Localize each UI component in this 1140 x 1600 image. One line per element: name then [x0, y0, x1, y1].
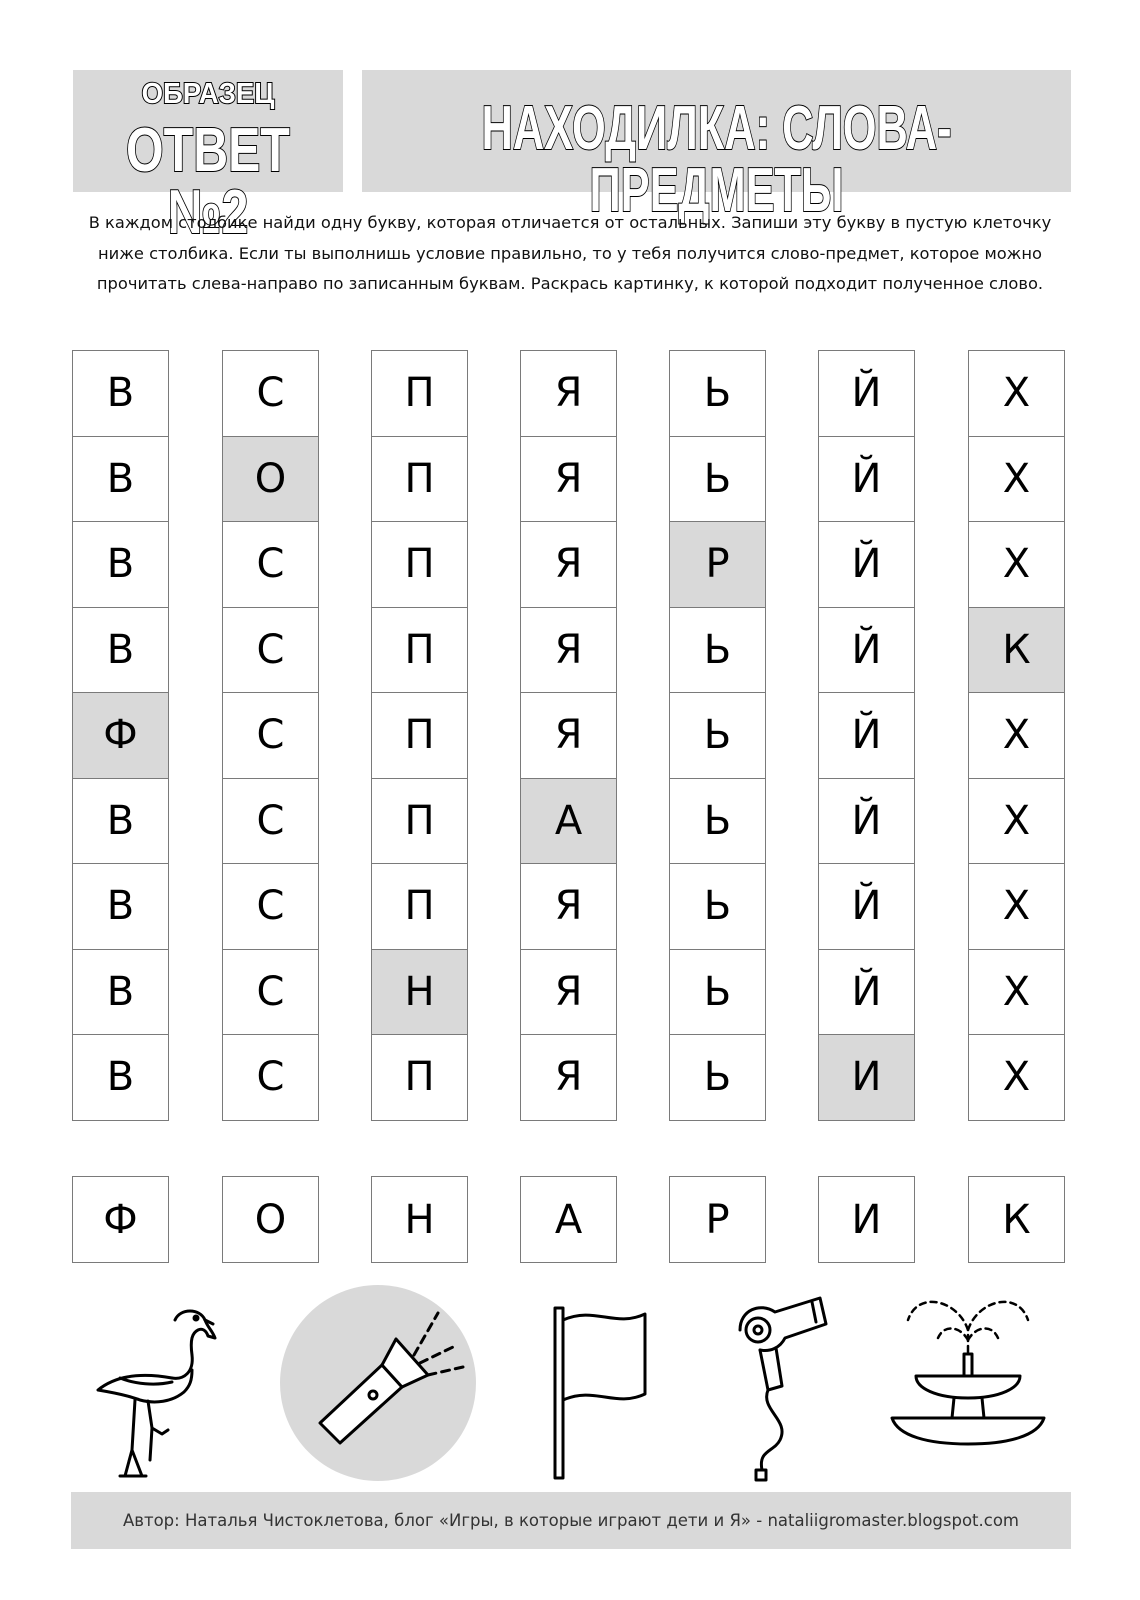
- letter-cell: Х: [968, 778, 1065, 865]
- odd-letter-cell: Н: [371, 949, 468, 1036]
- letter-cell: С: [222, 607, 319, 694]
- answer-cell[interactable]: И: [818, 1176, 915, 1263]
- letter-cell: Ь: [669, 863, 766, 950]
- letter-column: [520, 351, 617, 1121]
- flamingo-icon[interactable]: [80, 1300, 230, 1480]
- odd-letter-cell: А: [520, 778, 617, 865]
- letter-cell: Х: [968, 350, 1065, 437]
- letter-cell: С: [222, 863, 319, 950]
- odd-letter-cell: Р: [669, 521, 766, 608]
- letter-cell: Й: [818, 436, 915, 523]
- letter-cell: Ь: [669, 778, 766, 865]
- letter-cell: Я: [520, 350, 617, 437]
- hair-dryer-icon[interactable]: [730, 1290, 850, 1490]
- letter-cell: В: [72, 607, 169, 694]
- letter-cell: Я: [520, 949, 617, 1036]
- letter-cell: Я: [520, 863, 617, 950]
- letter-cell: В: [72, 778, 169, 865]
- letter-cell: П: [371, 350, 468, 437]
- sample-answer-banner: [73, 70, 343, 247]
- letter-cell: В: [72, 863, 169, 950]
- letter-cell: С: [222, 692, 319, 779]
- letter-cell: Й: [818, 607, 915, 694]
- letter-cell: С: [222, 1034, 319, 1121]
- letter-cell: В: [72, 521, 169, 608]
- letter-cell: Х: [968, 692, 1065, 779]
- letter-cell: Й: [818, 863, 915, 950]
- letter-cell: Й: [818, 949, 915, 1036]
- answer-cell[interactable]: А: [520, 1176, 617, 1263]
- letter-cell: П: [371, 436, 468, 523]
- author-footer: [71, 1492, 1071, 1549]
- flashlight-icon[interactable]: [278, 1283, 478, 1483]
- letter-cell: С: [222, 350, 319, 437]
- letter-cell: П: [371, 1034, 468, 1121]
- letter-column: [669, 351, 766, 1121]
- letter-cell: Я: [520, 692, 617, 779]
- letter-column: [222, 351, 319, 1121]
- letter-cell: Х: [968, 949, 1065, 1036]
- letter-cell: Ь: [669, 949, 766, 1036]
- letter-column: [818, 351, 915, 1121]
- letter-cell: Ь: [669, 436, 766, 523]
- odd-letter-cell: Ф: [72, 692, 169, 779]
- letter-cell: В: [72, 350, 169, 437]
- letter-cell: Ь: [669, 692, 766, 779]
- letter-cell: Й: [818, 778, 915, 865]
- letter-cell: Х: [968, 436, 1065, 523]
- answer-label: ОТВЕТ №2: [126, 116, 290, 247]
- letter-cell: Х: [968, 521, 1065, 608]
- letter-cell: Й: [818, 692, 915, 779]
- odd-letter-cell: О: [222, 436, 319, 523]
- letter-cell: С: [222, 949, 319, 1036]
- odd-letter-cell: И: [818, 1034, 915, 1121]
- answer-cell[interactable]: Ф: [72, 1176, 169, 1263]
- instructions-text: В каждом столбике найди одну букву, которая отличается от остальных. Запиши эту букву в пустую клеточку ниже столбика. Если ты выполнишь условие правильно, то у тебя получится слово-предмет, которое можно прочитать слева-направо по записанным буквам. Раскрась картинку, к которой подходит полученное слово.: [88, 213, 1052, 293]
- letter-cell: Я: [520, 1034, 617, 1121]
- letter-cell: Я: [520, 607, 617, 694]
- answer-cell[interactable]: О: [222, 1176, 319, 1263]
- answer-cell[interactable]: К: [968, 1176, 1065, 1263]
- letter-cell: Х: [968, 863, 1065, 950]
- letter-cell: Й: [818, 521, 915, 608]
- letter-cell: Й: [818, 350, 915, 437]
- letter-cell: П: [371, 863, 468, 950]
- odd-letter-cell: К: [968, 607, 1065, 694]
- letter-cell: В: [72, 949, 169, 1036]
- letter-column: [968, 351, 1065, 1121]
- letter-cell: С: [222, 521, 319, 608]
- letter-cell: В: [72, 436, 169, 523]
- page-title: НАХОДИЛКА: СЛОВА-ПРЕДМЕТЫ: [481, 94, 952, 225]
- letter-cell: П: [371, 778, 468, 865]
- letter-column: [371, 351, 468, 1121]
- letter-column: [72, 351, 169, 1121]
- letter-cell: П: [371, 692, 468, 779]
- letter-cell: С: [222, 778, 319, 865]
- letter-cell: П: [371, 521, 468, 608]
- footer-text: Автор: Наталья Чистоклетова, блог «Игры, в которые играют дети и Я» - nataliigromaster.blogspot.com: [122, 1511, 1020, 1530]
- letter-cell: Я: [520, 436, 617, 523]
- letter-cell: Я: [520, 521, 617, 608]
- answer-cell[interactable]: Р: [669, 1176, 766, 1263]
- letter-cell: Ь: [669, 350, 766, 437]
- title-banner: [362, 70, 1071, 225]
- letter-cell: Ь: [669, 607, 766, 694]
- fountain-icon[interactable]: [888, 1290, 1048, 1460]
- letter-cell: П: [371, 607, 468, 694]
- flag-icon[interactable]: [545, 1300, 695, 1480]
- letter-cell: Ь: [669, 1034, 766, 1121]
- sample-label: ОБРАЗЕЦ: [141, 78, 275, 110]
- letter-cell: В: [72, 1034, 169, 1121]
- letter-cell: Х: [968, 1034, 1065, 1121]
- answer-cell[interactable]: Н: [371, 1176, 468, 1263]
